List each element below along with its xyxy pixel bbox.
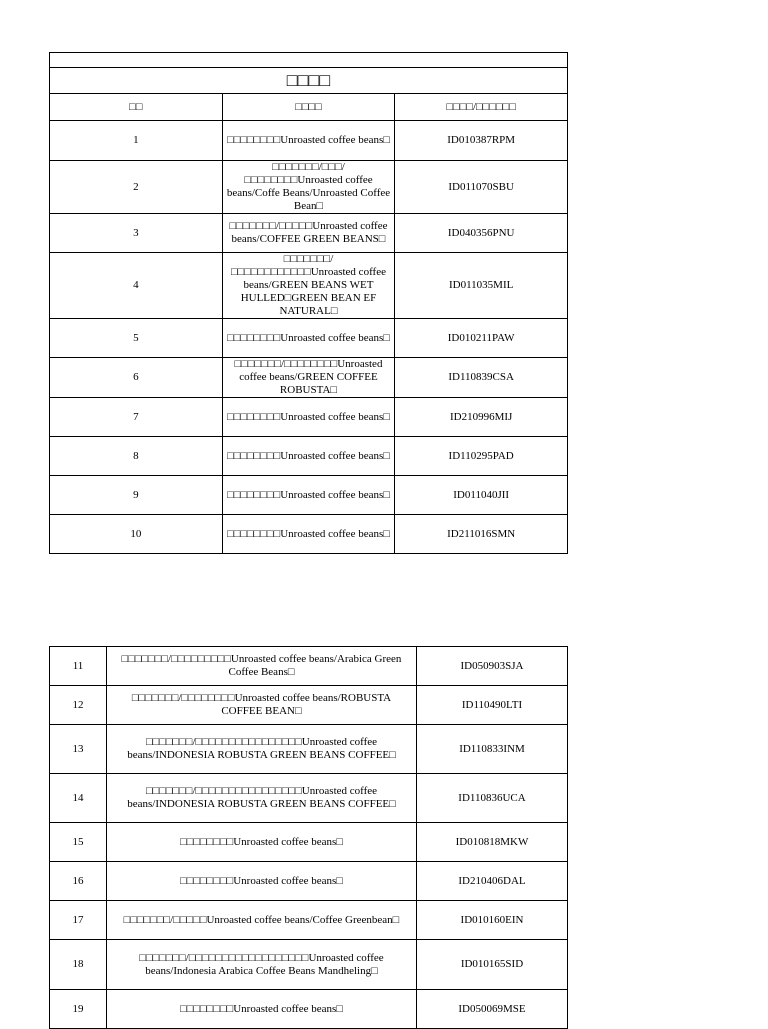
row-name: □□□□□□□□Unroasted coffee beans□ [222,437,395,476]
row-no: 10 [50,515,223,554]
row-code: ID110839CSA [395,358,568,398]
header-row [50,94,568,121]
blank-cell [50,53,568,68]
row-name: □□□□□□□□Unroasted coffee beans□ [107,990,417,1029]
row-no: 14 [50,774,107,823]
row-name: □□□□□□□/□□□□□□□□□□□□□□□□Unroasted coffee beans/INDONESIA ROBUSTA GREEN BEANS COFFEE□ [107,774,417,823]
row-no: 1 [50,121,223,161]
table-row [50,901,568,940]
blank-top-row [50,53,568,68]
table-row [50,774,568,823]
table-row [50,862,568,901]
row-name: □□□□□□□□Unroasted coffee beans□ [222,476,395,515]
table-page-2 [49,646,568,1029]
row-name: □□□□□□□/□□□□□□□□□□□□Unroasted coffee beans/GREEN BEANS WET HULLED□GREEN BEAN EF NATURAL□ [222,253,395,319]
row-code: ID110836UCA [417,774,568,823]
row-name: □□□□□□□□Unroasted coffee beans□ [222,398,395,437]
row-no: 8 [50,437,223,476]
table-row [50,686,568,725]
row-no: 6 [50,358,223,398]
row-code: ID010160EIN [417,901,568,940]
row-no: 9 [50,476,223,515]
row-code: ID050069MSE [417,990,568,1029]
row-code: ID210996MIJ [395,398,568,437]
row-name: □□□□□□□/□□□□□□□□□□□□□□□□Unroasted coffee beans/INDONESIA ROBUSTA GREEN BEANS COFFEE□ [107,725,417,774]
table-row [50,823,568,862]
table-row [50,476,568,515]
document-title: □□□□ [50,68,568,94]
row-no: 19 [50,990,107,1029]
row-code: ID110295PAD [395,437,568,476]
row-code: ID010211PAW [395,319,568,358]
table-row [50,990,568,1029]
table-row [50,515,568,554]
row-code: ID011035MIL [395,253,568,319]
row-no: 4 [50,253,223,319]
table-row [50,725,568,774]
table-row [50,121,568,161]
row-no: 5 [50,319,223,358]
row-code: ID010818MKW [417,823,568,862]
row-name: □□□□□□□□Unroasted coffee beans□ [107,862,417,901]
row-code: ID110833INM [417,725,568,774]
row-code: ID210406DAL [417,862,568,901]
row-code: ID010387RPM [395,121,568,161]
title-row [50,68,568,94]
table-row [50,253,568,319]
row-no: 11 [50,647,107,686]
row-no: 2 [50,161,223,214]
table-row [50,398,568,437]
row-name: □□□□□□□/□□□□□□□□Unroasted coffee beans/ROBUSTA COFFEE BEAN□ [107,686,417,725]
row-no: 7 [50,398,223,437]
table-row [50,161,568,214]
row-name: □□□□□□□/□□□□□Unroasted coffee beans/COFFEE GREEN BEANS□ [222,214,395,253]
table-row [50,319,568,358]
header-no: □□ [50,94,223,121]
row-code: ID050903SJA [417,647,568,686]
row-code: ID011070SBU [395,161,568,214]
table-row [50,647,568,686]
row-no: 15 [50,823,107,862]
table-row [50,437,568,476]
row-no: 3 [50,214,223,253]
row-name: □□□□□□□□Unroasted coffee beans□ [222,515,395,554]
row-name: □□□□□□□/□□□□□□□□Unroasted coffee beans/GREEN COFFEE ROBUSTA□ [222,358,395,398]
row-no: 16 [50,862,107,901]
row-code: ID040356PNU [395,214,568,253]
row-no: 13 [50,725,107,774]
row-code: ID011040JII [395,476,568,515]
row-name: □□□□□□□□Unroasted coffee beans□ [107,823,417,862]
row-code: ID211016SMN [395,515,568,554]
row-name: □□□□□□□/□□□□□Unroasted coffee beans/Coffee Greenbean□ [107,901,417,940]
row-no: 12 [50,686,107,725]
table-page-1 [49,52,568,554]
row-code: ID010165SID [417,940,568,990]
header-name: □□□□ [222,94,395,121]
row-no: 18 [50,940,107,990]
row-no: 17 [50,901,107,940]
table-row [50,940,568,990]
row-name: □□□□□□□/□□□□□□□□□Unroasted coffee beans/Arabica Green Coffee Beans□ [107,647,417,686]
header-code: □□□□/□□□□□□ [395,94,568,121]
row-code: ID110490LTI [417,686,568,725]
row-name: □□□□□□□□Unroasted coffee beans□ [222,319,395,358]
row-name: □□□□□□□/□□□/□□□□□□□□Unroasted coffee beans/Coffe Beans/Unroasted Coffee Bean□ [222,161,395,214]
table-row [50,214,568,253]
row-name: □□□□□□□/□□□□□□□□□□□□□□□□□□Unroasted coffee beans/Indonesia Arabica Coffee Beans Mandheling□ [107,940,417,990]
table-row [50,358,568,398]
row-name: □□□□□□□□Unroasted coffee beans□ [222,121,395,161]
